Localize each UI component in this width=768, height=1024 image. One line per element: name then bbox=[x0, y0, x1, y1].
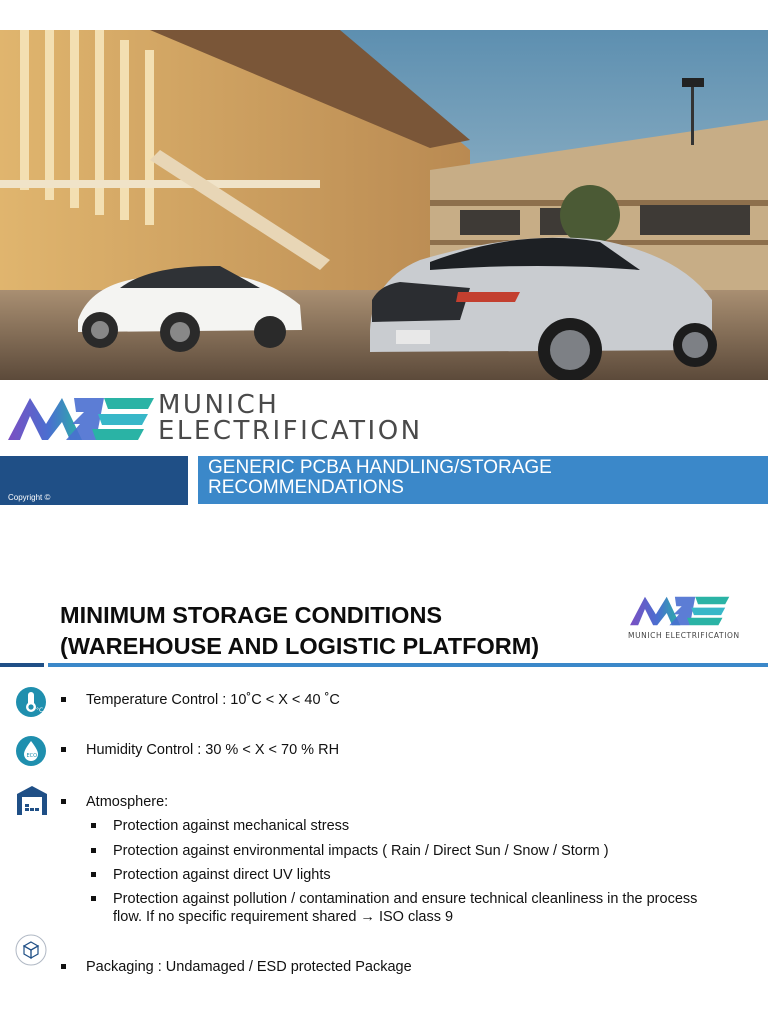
copyright-text: Copyright © bbox=[8, 493, 51, 502]
slide-logo-caption: MUNICH ELECTRIFICATION bbox=[628, 631, 740, 640]
list-subitem-mechanical: Protection against mechanical stress bbox=[113, 817, 723, 835]
brand-header bbox=[0, 388, 768, 448]
hero-photo bbox=[0, 30, 768, 380]
cover-band-left bbox=[0, 456, 188, 505]
list-item-packaging: Packaging : Undamaged / ESD protected Package bbox=[86, 958, 726, 976]
brand-name bbox=[158, 392, 423, 444]
list-item-atmosphere: Atmosphere: bbox=[86, 793, 726, 811]
slide-logo-icon bbox=[628, 594, 734, 628]
warehouse-icon bbox=[16, 784, 48, 816]
slide-title-line2: (WAREHOUSE AND LOGISTIC PLATFORM) bbox=[60, 633, 540, 659]
svg-text:ECO: ECO bbox=[26, 753, 38, 759]
list-subitem-pollution: Protection against pollution / contamination and ensure technical cleanliness in the process flow. If no specific requirement shared → ISO class 9 bbox=[113, 890, 723, 926]
list-item-temperature: Temperature Control : 10˚C < X < 40 ˚C bbox=[86, 691, 726, 709]
title-divider-light bbox=[48, 663, 768, 667]
slide-title bbox=[60, 600, 600, 662]
cover-band-right bbox=[198, 456, 768, 504]
cover-title: GENERIC PCBA HANDLING/STORAGE RECOMMENDATIONS bbox=[208, 457, 552, 498]
brand-name-line1: MUNICH bbox=[158, 390, 280, 420]
list-subitem-uv: Protection against direct UV lights bbox=[113, 866, 723, 884]
hero-photo-illustration bbox=[0, 30, 768, 380]
package-icon bbox=[15, 934, 47, 966]
brand-name-line2: ELECTRIFICATION bbox=[158, 416, 423, 446]
title-divider-dark bbox=[0, 663, 44, 667]
brand-logo-icon bbox=[8, 394, 158, 444]
list-item-humidity: Humidity Control : 30 % < X < 70 % RH bbox=[86, 741, 726, 759]
svg-text:°C: °C bbox=[36, 707, 44, 714]
list-subitem-environmental: Protection against environmental impacts ( Rain / Direct Sun / Snow / Storm ) bbox=[113, 842, 723, 860]
thermometer-icon bbox=[15, 686, 47, 718]
slide-title-line1: MINIMUM STORAGE CONDITIONS bbox=[60, 602, 443, 628]
humidity-drop-icon bbox=[15, 735, 47, 767]
